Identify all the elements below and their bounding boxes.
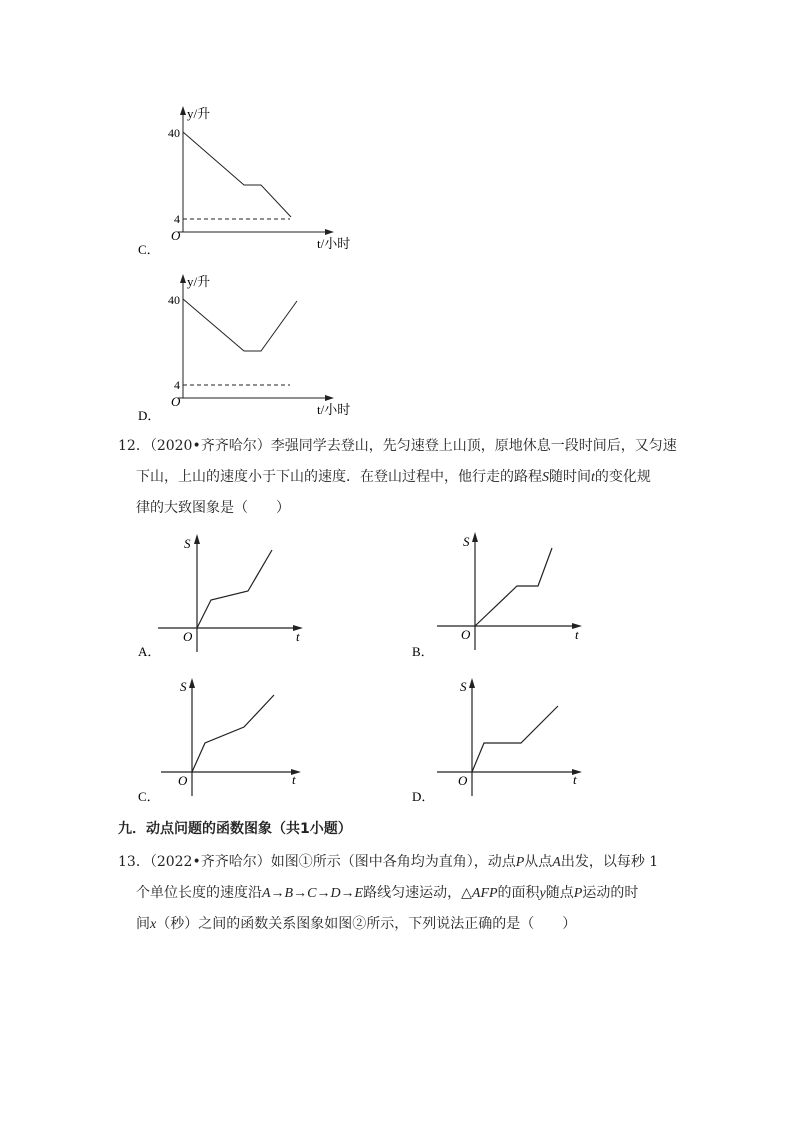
x-label: t <box>296 629 300 644</box>
tick-4: 4 <box>174 212 180 226</box>
option-c-label: C． <box>138 242 160 257</box>
x-label: t/小时 <box>317 236 351 251</box>
y-label: S <box>463 534 470 549</box>
q12-line3: 律的大致图象是（ ） <box>136 500 290 516</box>
option-a-label: A． <box>138 644 161 659</box>
option-d-label: D． <box>412 789 435 804</box>
distance-line <box>472 706 558 772</box>
option-b-label: B． <box>412 644 434 659</box>
x-label: t/小时 <box>317 402 351 417</box>
y-label: S <box>184 536 191 551</box>
origin-label: O <box>458 773 468 788</box>
option-d-label: D． <box>138 408 161 423</box>
tick-40: 40 <box>168 126 180 140</box>
option-c-label: C． <box>138 789 160 804</box>
y-axis-arrow <box>469 678 475 688</box>
origin-label: O <box>183 629 193 644</box>
origin-label: O <box>171 228 181 243</box>
tick-4: 4 <box>174 378 180 392</box>
y-label: y/升 <box>187 106 211 121</box>
origin-label: O <box>461 627 471 642</box>
origin-label: O <box>178 773 188 788</box>
x-label: t <box>292 772 296 787</box>
tick-40: 40 <box>168 293 180 307</box>
y-label: S <box>460 679 467 694</box>
q13-line3: 间x（秒）之间的函数关系图象如图②所示，下列说法正确的是（ ） <box>136 916 577 932</box>
x-label: t <box>573 772 577 787</box>
y-label: y/升 <box>187 274 211 289</box>
q12-line1: 12．（2020•齐齐哈尔）李强同学去登山，先匀速登上山顶，原地休息一段时间后，又匀速 <box>118 438 677 454</box>
q12-line2: 下山，上山的速度小于下山的速度．在登山过程中，他行走的路程S随时间t的变化规 <box>136 469 651 485</box>
question-13 <box>118 847 698 940</box>
x-label: t <box>575 627 579 642</box>
q13-line1: 13．（2022•齐齐哈尔）如图①所示（图中各角均为直角），动点P从点A出发，以每秒 1 <box>118 854 659 870</box>
y-label: S <box>180 679 187 694</box>
origin-label: O <box>171 394 181 409</box>
section-heading: 九．动点问题的函数图象（共1小题） <box>118 821 352 837</box>
q13-line2: 个单位长度的速度沿A→B→C→D→E路线匀速运动，△AFP的面积y随点P运动的时 <box>136 885 639 901</box>
